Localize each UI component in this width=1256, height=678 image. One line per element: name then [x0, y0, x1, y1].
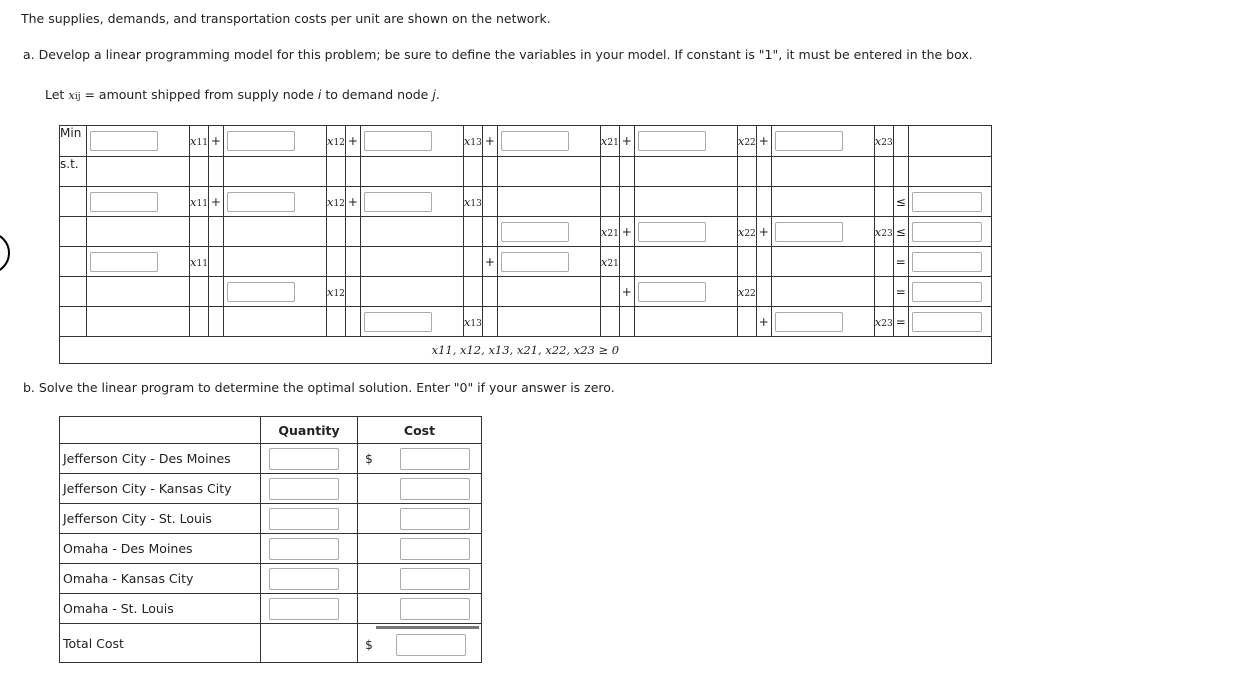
c3-rhs[interactable] — [912, 252, 982, 272]
var-x11: x11 — [190, 134, 208, 148]
st-label: s.t. — [60, 157, 87, 187]
c3-coef-x11[interactable] — [90, 252, 158, 272]
c3-coef-x21[interactable] — [501, 252, 569, 272]
cost-input-jc-sl[interactable] — [400, 508, 470, 530]
cost-input-jc-kc[interactable] — [400, 478, 470, 500]
dollar-sign: $ — [365, 451, 373, 466]
var-x12: x12 — [326, 134, 345, 148]
c2-rhs[interactable] — [912, 222, 982, 242]
quantity-input-jc-sl[interactable] — [269, 508, 339, 530]
c5-rhs[interactable] — [912, 312, 982, 332]
c4-coef-x22[interactable] — [638, 282, 706, 302]
total-cost-input[interactable] — [396, 634, 466, 656]
c2-coef-x22[interactable] — [638, 222, 706, 242]
obj-coef-x11[interactable] — [90, 131, 158, 151]
route-label: Jefferson City - Des Moines — [60, 444, 261, 474]
obj-coef-x23[interactable] — [775, 131, 843, 151]
c1-coef-x13[interactable] — [364, 192, 432, 212]
dollar-sign-total: $ — [365, 638, 373, 652]
route-label: Omaha - Kansas City — [60, 564, 261, 594]
intro-text: The supplies, demands, and transportation costs per unit are shown on the network. — [21, 11, 551, 26]
cost-input-om-sl[interactable] — [400, 598, 470, 620]
c4-coef-x12[interactable] — [227, 282, 295, 302]
c1-rhs[interactable] — [912, 192, 982, 212]
total-cost-label: Total Cost — [60, 624, 261, 663]
table-row — [60, 504, 482, 534]
nonnegativity-constraint: x11, x12, x13, x21, x22, x23 ≥ 0 — [431, 343, 620, 357]
obj-coef-x12[interactable] — [227, 131, 295, 151]
var-x22: x22 — [737, 134, 756, 148]
c2-coef-x23[interactable] — [775, 222, 843, 242]
solution-table — [59, 416, 482, 663]
obj-coef-x13[interactable] — [364, 131, 432, 151]
quantity-input-om-kc[interactable] — [269, 568, 339, 590]
quantity-input-om-dm[interactable] — [269, 538, 339, 560]
cost-input-om-dm[interactable] — [400, 538, 470, 560]
let-var: xij — [68, 88, 81, 102]
header-quantity: Quantity — [261, 417, 358, 444]
cost-input-jc-dm[interactable] — [400, 448, 470, 470]
let-i: i — [317, 87, 322, 102]
c2-coef-x21[interactable] — [501, 222, 569, 242]
quantity-input-om-sl[interactable] — [269, 598, 339, 620]
c4-rhs[interactable] — [912, 282, 982, 302]
table-row — [60, 474, 482, 504]
let-mid: = amount shipped from supply node — [80, 87, 318, 102]
header-cost: Cost — [358, 417, 482, 444]
c1-coef-x11[interactable] — [90, 192, 158, 212]
route-label: Jefferson City - St. Louis — [60, 504, 261, 534]
let-prefix: Let — [45, 87, 69, 102]
c1-coef-x12[interactable] — [227, 192, 295, 212]
obj-coef-x21[interactable] — [501, 131, 569, 151]
table-row — [60, 594, 482, 624]
part-a-instructions: a. Develop a linear programming model for this problem; be sure to define the variables in your model. If constant is "1", it must be entered in the box. — [23, 47, 973, 62]
table-row — [60, 564, 482, 594]
table-row — [60, 444, 482, 474]
var-x23: x23 — [874, 134, 893, 148]
route-label: Jefferson City - Kansas City — [60, 474, 261, 504]
min-label: Min — [60, 126, 87, 157]
obj-coef-x22[interactable] — [638, 131, 706, 151]
let-j: j — [432, 87, 436, 102]
total-divider — [376, 626, 479, 629]
table-row — [60, 534, 482, 564]
route-label: Omaha - Des Moines — [60, 534, 261, 564]
let-mid2: to demand node — [321, 87, 433, 102]
quantity-input-jc-kc[interactable] — [269, 478, 339, 500]
var-x13: x13 — [463, 134, 482, 148]
c5-coef-x13[interactable] — [364, 312, 432, 332]
c5-coef-x23[interactable] — [775, 312, 843, 332]
lp-model-table: Min x11 + x12 + x13 + x21 + x22 + x23 s.t. x11 + x12 + x13 ≤ x21 + x22 + x23 ≤ x11 + x21 = x12 + x22 = x13 + x23 = x11, x12, x13, x21, x22, x23 ≥ 0 — [59, 125, 992, 364]
route-label: Omaha - St. Louis — [60, 594, 261, 624]
total-row — [60, 624, 482, 663]
part-b-instructions: b. Solve the linear program to determine the optimal solution. Enter "0" if your answer is zero. — [23, 380, 615, 395]
variable-definition: Let xij = amount shipped from supply node i to demand node j. — [45, 87, 440, 102]
quantity-input-jc-dm[interactable] — [269, 448, 339, 470]
cost-input-om-kc[interactable] — [400, 568, 470, 590]
radio-partial-icon — [0, 232, 10, 274]
var-x21: x21 — [600, 134, 619, 148]
